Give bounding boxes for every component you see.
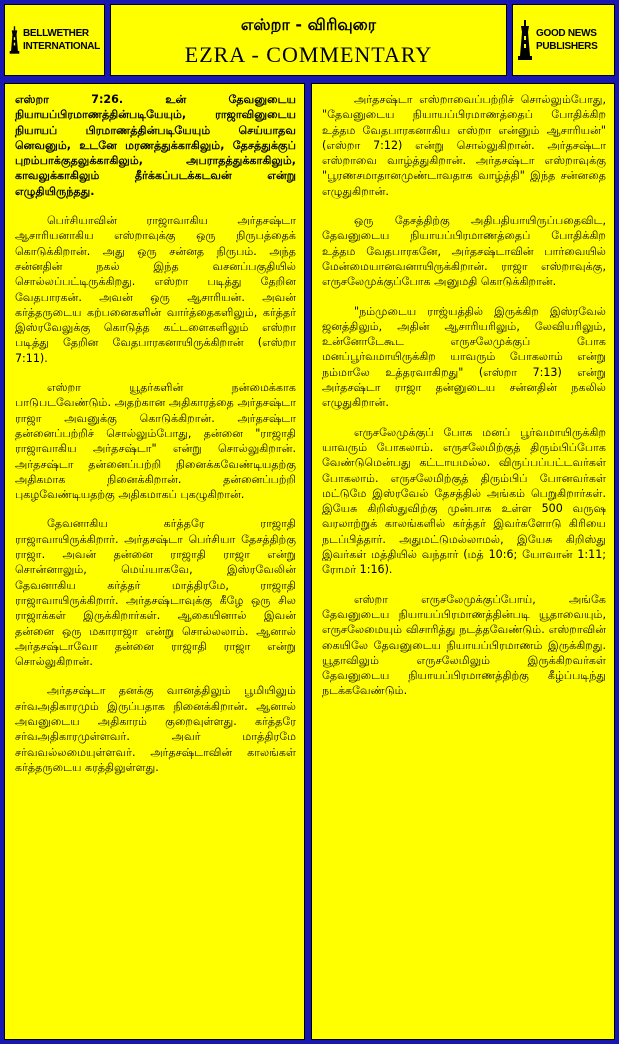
paragraph: ஒரு தேசத்திற்கு அதிபதியாயிருப்பதைவிட, தேவனுடைய நியாயப்பிரமாணத்தைப் போதிக்கிற உத்தம வேதபாரகனே, அர்தசஷ்டாவின் பார்வையில் மேன்மையானவனாயிருக்கிறான். ராஜா எஸ்றாவுக்கு, எருசலேமுக்குப்போக அனுமதி கொடுக்கிறான். — [322, 214, 606, 289]
verse-text: எஸ்றா 7:26. உன் தேவனுடைய நியாயப்பிரமாணத்தின்படியேயும், ராஜாவினுடைய நியாயப் பிரமாணத்தின்படியேயும் செய்யாதவ னெவனும், உடனே மரணத்துக்காகிலும், தேசத்துக்குப் புறம்பாக்குதலுக்காகிலும், அபராதத்துக்காகிலும், காவலுக்காகிலும் தீர்க்கப்படக்கடவன் என்று எழுதியிருந்தது. — [15, 93, 296, 198]
paragraph: எருசலேமுக்குப் போக மனப் பூர்வமாயிருக்கிற யாவரும் போகலாம். எருசலேமிற்குத் திரும்பிப்போக வேண்டுமென்பது கட்டாயமல்ல. விருப்பப்பட்டவர்கள் போகலாம். எருசலேமிற்குத் திரும்பிப் போனவர்கள் மட்டுமே இஸ்ரவேல் தேசத்தில் அங்கம் பெறுகிறார்கள். இயேசு கிறிஸ்துவிற்கு முன்பாக உள்ள 500 வருஷ வரலாற்றுக் காலங்களில் கர்த்தர் இவர்களோடு கிரியை நடப்பித்தார். அதுமட்டுமல்லாமல், இயேசு கிறிஸ்து இவர்கள் மத்தியில் வந்தார் (மத் 10:6; யோவான் 1:11; ரோமர் 1:16). — [322, 425, 606, 577]
right-column — [311, 83, 615, 1040]
tower-icon — [9, 20, 20, 60]
logo-line-2: INTERNATIONAL — [22, 41, 100, 52]
tower-icon — [517, 20, 533, 60]
page-title-panel — [110, 4, 507, 76]
good-news-logo — [512, 4, 615, 76]
paragraph: எஸ்றா யூதர்களின் நன்மைக்காக பாடுபடவேண்டும். அதற்கான அதிகாரத்தை அர்தசஷ்டா ராஜா அவனுக்கு கொடுக்கிறான். அர்தசஷ்டா தன்னைப்பற்றிச் சொல்லும்போது, தன்னை "ராஜாதி ராஜாவாகிய அர்தசஷ்டா" என்று சொல்லுகிறான். அர்தசஷ்டா தன்னைப்பற்றி நினைக்கவேண்டியதற்கு அதிகமாக நினைக்கிறான். தன்னைப்பற்றி புகழவேண்டியதற்கு அதிகமாகப் புகழுகிறான். — [15, 381, 296, 502]
paragraph: "நம்முடைய ராஜ்யத்தில் இருக்கிற இஸ்ரவேல் ஜனத்திலும், அதின் ஆசாரியரிலும், லேவியரிலும், உன்னோடேகூட எருசலேமுக்குப் போக மனப்பூர்வமாயிருக்கிற யாவரும் போகலாம் என்று நம்மாலே உத்தரவாகிறது" (எஸ்றா 7:13) என்று அர்தசஷ்டா ராஜா தன்னுடைய சன்னதின் நகலில் எழுதுகிறான். — [322, 304, 606, 410]
page-title-tamil: எஸ்றா - விரிவுரை — [240, 15, 377, 34]
logo-line-1: GOOD NEWS — [536, 28, 597, 39]
paragraph: பெர்சியாவின் ராஜாவாகிய அர்தசஷ்டா ஆசாரியனாகிய எஸ்றாவுக்கு ஒரு நிருபத்தைக் கொடுக்கிறான். அது ஒரு சன்னத நிருபம். அந்த சன்னதின் நகல் இந்த வசனப்பகுதியில் சொல்லப்பட்டிருக்கிறது. எஸ்றா படித்து தேறின வேதபாரகன். அவன் ஒரு ஆசாரியன். அவன் கர்த்தருடைய கற்பனைகளின் வார்த்தைகளிலும், கர்த்தர் இஸ்ரவேலுக்கு கொடுத்த கட்டளைகளிலும் எஸ்றா படித்து தேறின வேதபாரகனாயிருக்கிறான் (எஸ்றா 7:11). — [15, 214, 296, 365]
paragraph: எஸ்றா எருசலேமுக்குப்போய், அங்கே தேவனுடைய நியாயப்பிரமாணத்தின்படி யூதாவையும், எருசலேமையும் விசாரித்து நடத்தவேண்டும். எஸ்றாவின் கையிலே தேவனுடைய நியாயப்பிரமாணம் இருக்கிறது. யூதாவிலும் எருசலேமிலும் இருக்கிறவர்கள் தேவனுடைய நியாயப்பிரமாணத்திற்கு கீழ்ப்படிந்து நடக்கவேண்டும். — [322, 592, 606, 698]
paragraph: அர்தசஷ்டா தனக்கு வானத்திலும் பூமியிலும் சர்வஅதிகாரமும் இருப்பதாக நினைக்கிறான். ஆனால் அவனுடைய அதிகாரம் குறைவுள்ளது. கர்த்தரே சர்வஅதிகாரமுள்ளவர். அவர் மாத்திரமே சர்வவல்லமையுள்ளவர். அர்தசஷ்டாவின் காலங்கள் கர்த்தருடைய கரத்திலுள்ளது. — [15, 684, 296, 774]
page-title-english: EZRA - COMMENTARY — [184, 42, 433, 67]
left-column — [4, 83, 305, 1040]
bellwether-logo — [4, 4, 105, 76]
paragraph: தேவனாகிய கர்த்தரே ராஜாதி ராஜாவாயிருக்கிறார். அர்தசஷ்டா பெர்சியா தேசத்திற்கு ராஜா. அவன் தன்னை ராஜாதி ராஜா என்று சொன்னாலும், மெய்யாகவே, இஸ்ரவேலின் தேவனாகிய கர்த்தர் மாத்திரமே, ராஜாதி ராஜாவாயிருக்கிறார். அர்தசஷ்டாவுக்கு கீழே ஒரு சில ராஜாக்கள் இருக்கிறார்கள். ஆகையினால் இவன் தன்னை ஒரு மகாராஜா என்று சொல்லலாம். ஆனால் அர்தசஷ்டாவோ தன்னை ராஜாதி ராஜா என்று சொல்லுகிறான். — [15, 517, 296, 669]
paragraph: அர்தசஷ்டா எஸ்றாவைப்பற்றிச் சொல்லும்போது, "தேவனுடைய நியாயப்பிரமாணத்தைப் போதிக்கிற உத்தம வேதபாரகனாகிய எஸ்றா என்னும் ஆசாரியன்" (எஸ்றா 7:12) என்று சொல்லுகிறான். அர்தசஷ்டா எஸ்றாவை வாழ்த்துகிறான். அர்தசஷ்டா எஸ்றாவுக்கு "பூரணசமாதானமுண்டாவதாக வாழ்த்தி" இந்த சன்னதை எழுதுகிறான். — [322, 93, 606, 198]
logo-line-1: BELLWETHER — [22, 28, 89, 39]
logo-line-2: PUBLISHERS — [536, 41, 598, 52]
